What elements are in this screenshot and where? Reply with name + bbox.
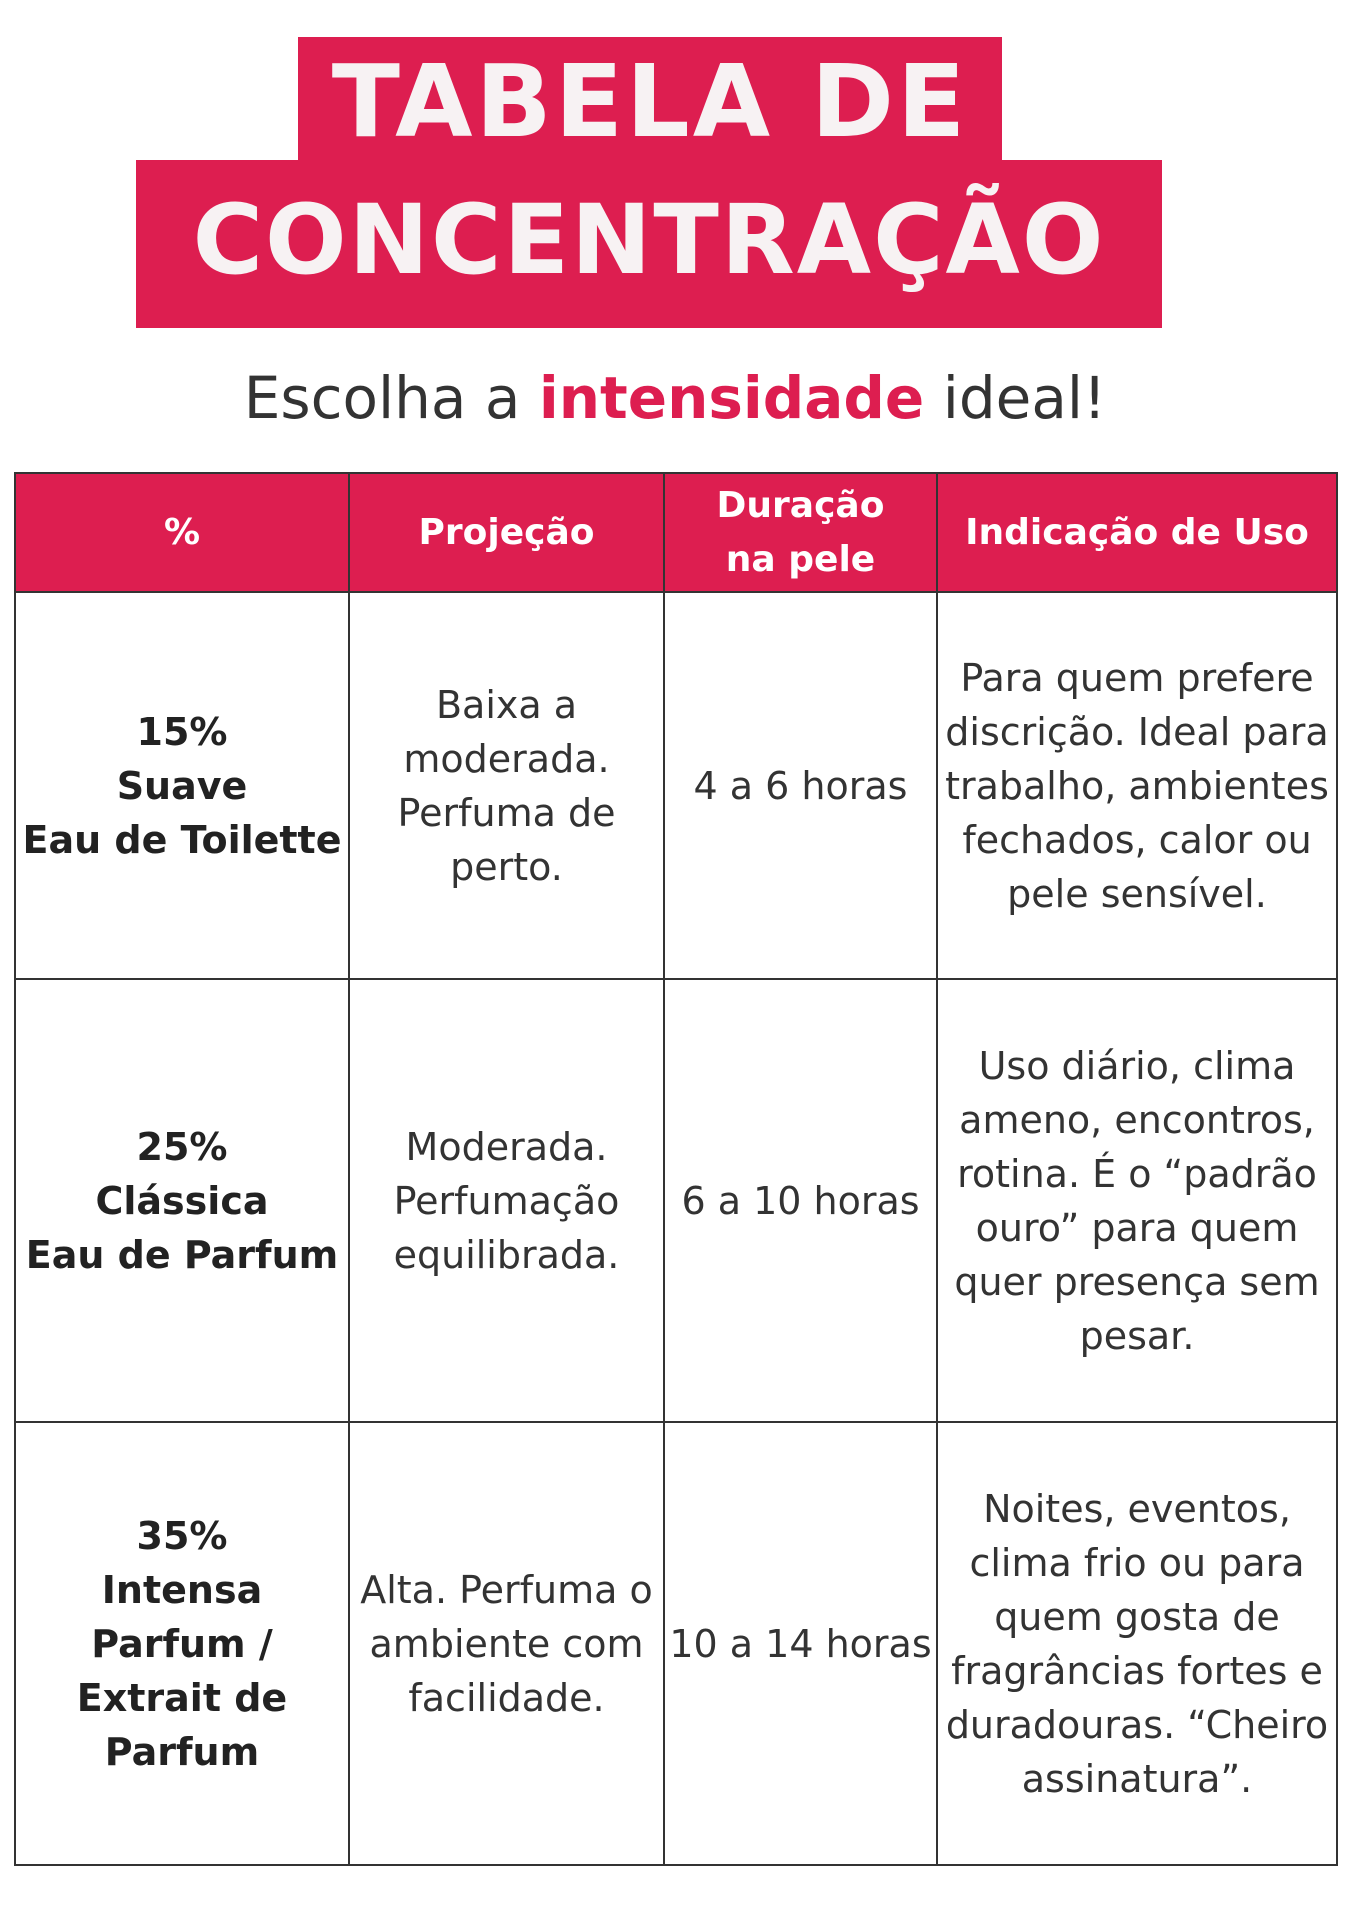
header-projection: Projeção xyxy=(349,473,664,592)
concentration-type: Eau de Parfum xyxy=(25,1232,339,1277)
header-usage: Indicação de Uso xyxy=(937,473,1337,592)
concentration-label-cell xyxy=(15,1422,349,1865)
table-row xyxy=(15,1422,1337,1865)
projection-cell: Alta. Perfuma o ambiente com facilidade. xyxy=(349,1422,664,1865)
duration-cell: 10 a 14 horas xyxy=(664,1422,937,1865)
usage-cell: Uso diário, clima ameno, encontros, rotina. É o “padrão ouro” para quem quer presença sem pesar. xyxy=(937,979,1337,1422)
title-line-1: TABELA DE xyxy=(298,37,1002,167)
concentration-type: Eau de Toilette xyxy=(22,817,342,862)
subtitle-highlight: intensidade xyxy=(538,364,925,432)
concentration-type: Parfum / Extrait de Parfum xyxy=(76,1621,288,1774)
usage-cell: Para quem prefere discrição. Ideal para trabalho, ambientes fechados, calor ou pele sensível. xyxy=(937,592,1337,979)
projection-cell: Baixa a moderada. Perfuma de perto. xyxy=(349,592,664,979)
header-duration-line-2: na pele xyxy=(725,538,876,580)
subtitle-before: Escolha a xyxy=(243,364,539,432)
duration-cell: 4 a 6 horas xyxy=(664,592,937,979)
table-row xyxy=(15,979,1337,1422)
header-duration xyxy=(664,473,937,592)
subtitle-after: ideal! xyxy=(924,364,1107,432)
concentration-label-cell xyxy=(15,979,349,1422)
concentration-level: Suave xyxy=(116,763,248,808)
subtitle xyxy=(0,358,1350,438)
concentration-label-cell xyxy=(15,592,349,979)
projection-cell: Moderada. Perfumação equilibrada. xyxy=(349,979,664,1422)
concentration-level: Intensa xyxy=(101,1567,263,1612)
header-duration-line-1: Duração xyxy=(716,484,885,526)
table-header-row xyxy=(15,473,1337,592)
title-block xyxy=(0,0,1350,340)
title-line-2: CONCENTRAÇÃO xyxy=(136,160,1162,328)
usage-cell: Noites, eventos, clima frio ou para quem gosta de fragrâncias fortes e duradouras. “Cheiro assinatura”. xyxy=(937,1422,1337,1865)
concentration-percent: 25% xyxy=(136,1124,228,1169)
header-percent: % xyxy=(15,473,349,592)
table-row xyxy=(15,592,1337,979)
concentration-level: Clássica xyxy=(95,1178,269,1223)
concentration-table xyxy=(14,472,1338,1866)
concentration-percent: 35% xyxy=(136,1513,228,1558)
duration-cell: 6 a 10 horas xyxy=(664,979,937,1422)
concentration-percent: 15% xyxy=(136,709,228,754)
